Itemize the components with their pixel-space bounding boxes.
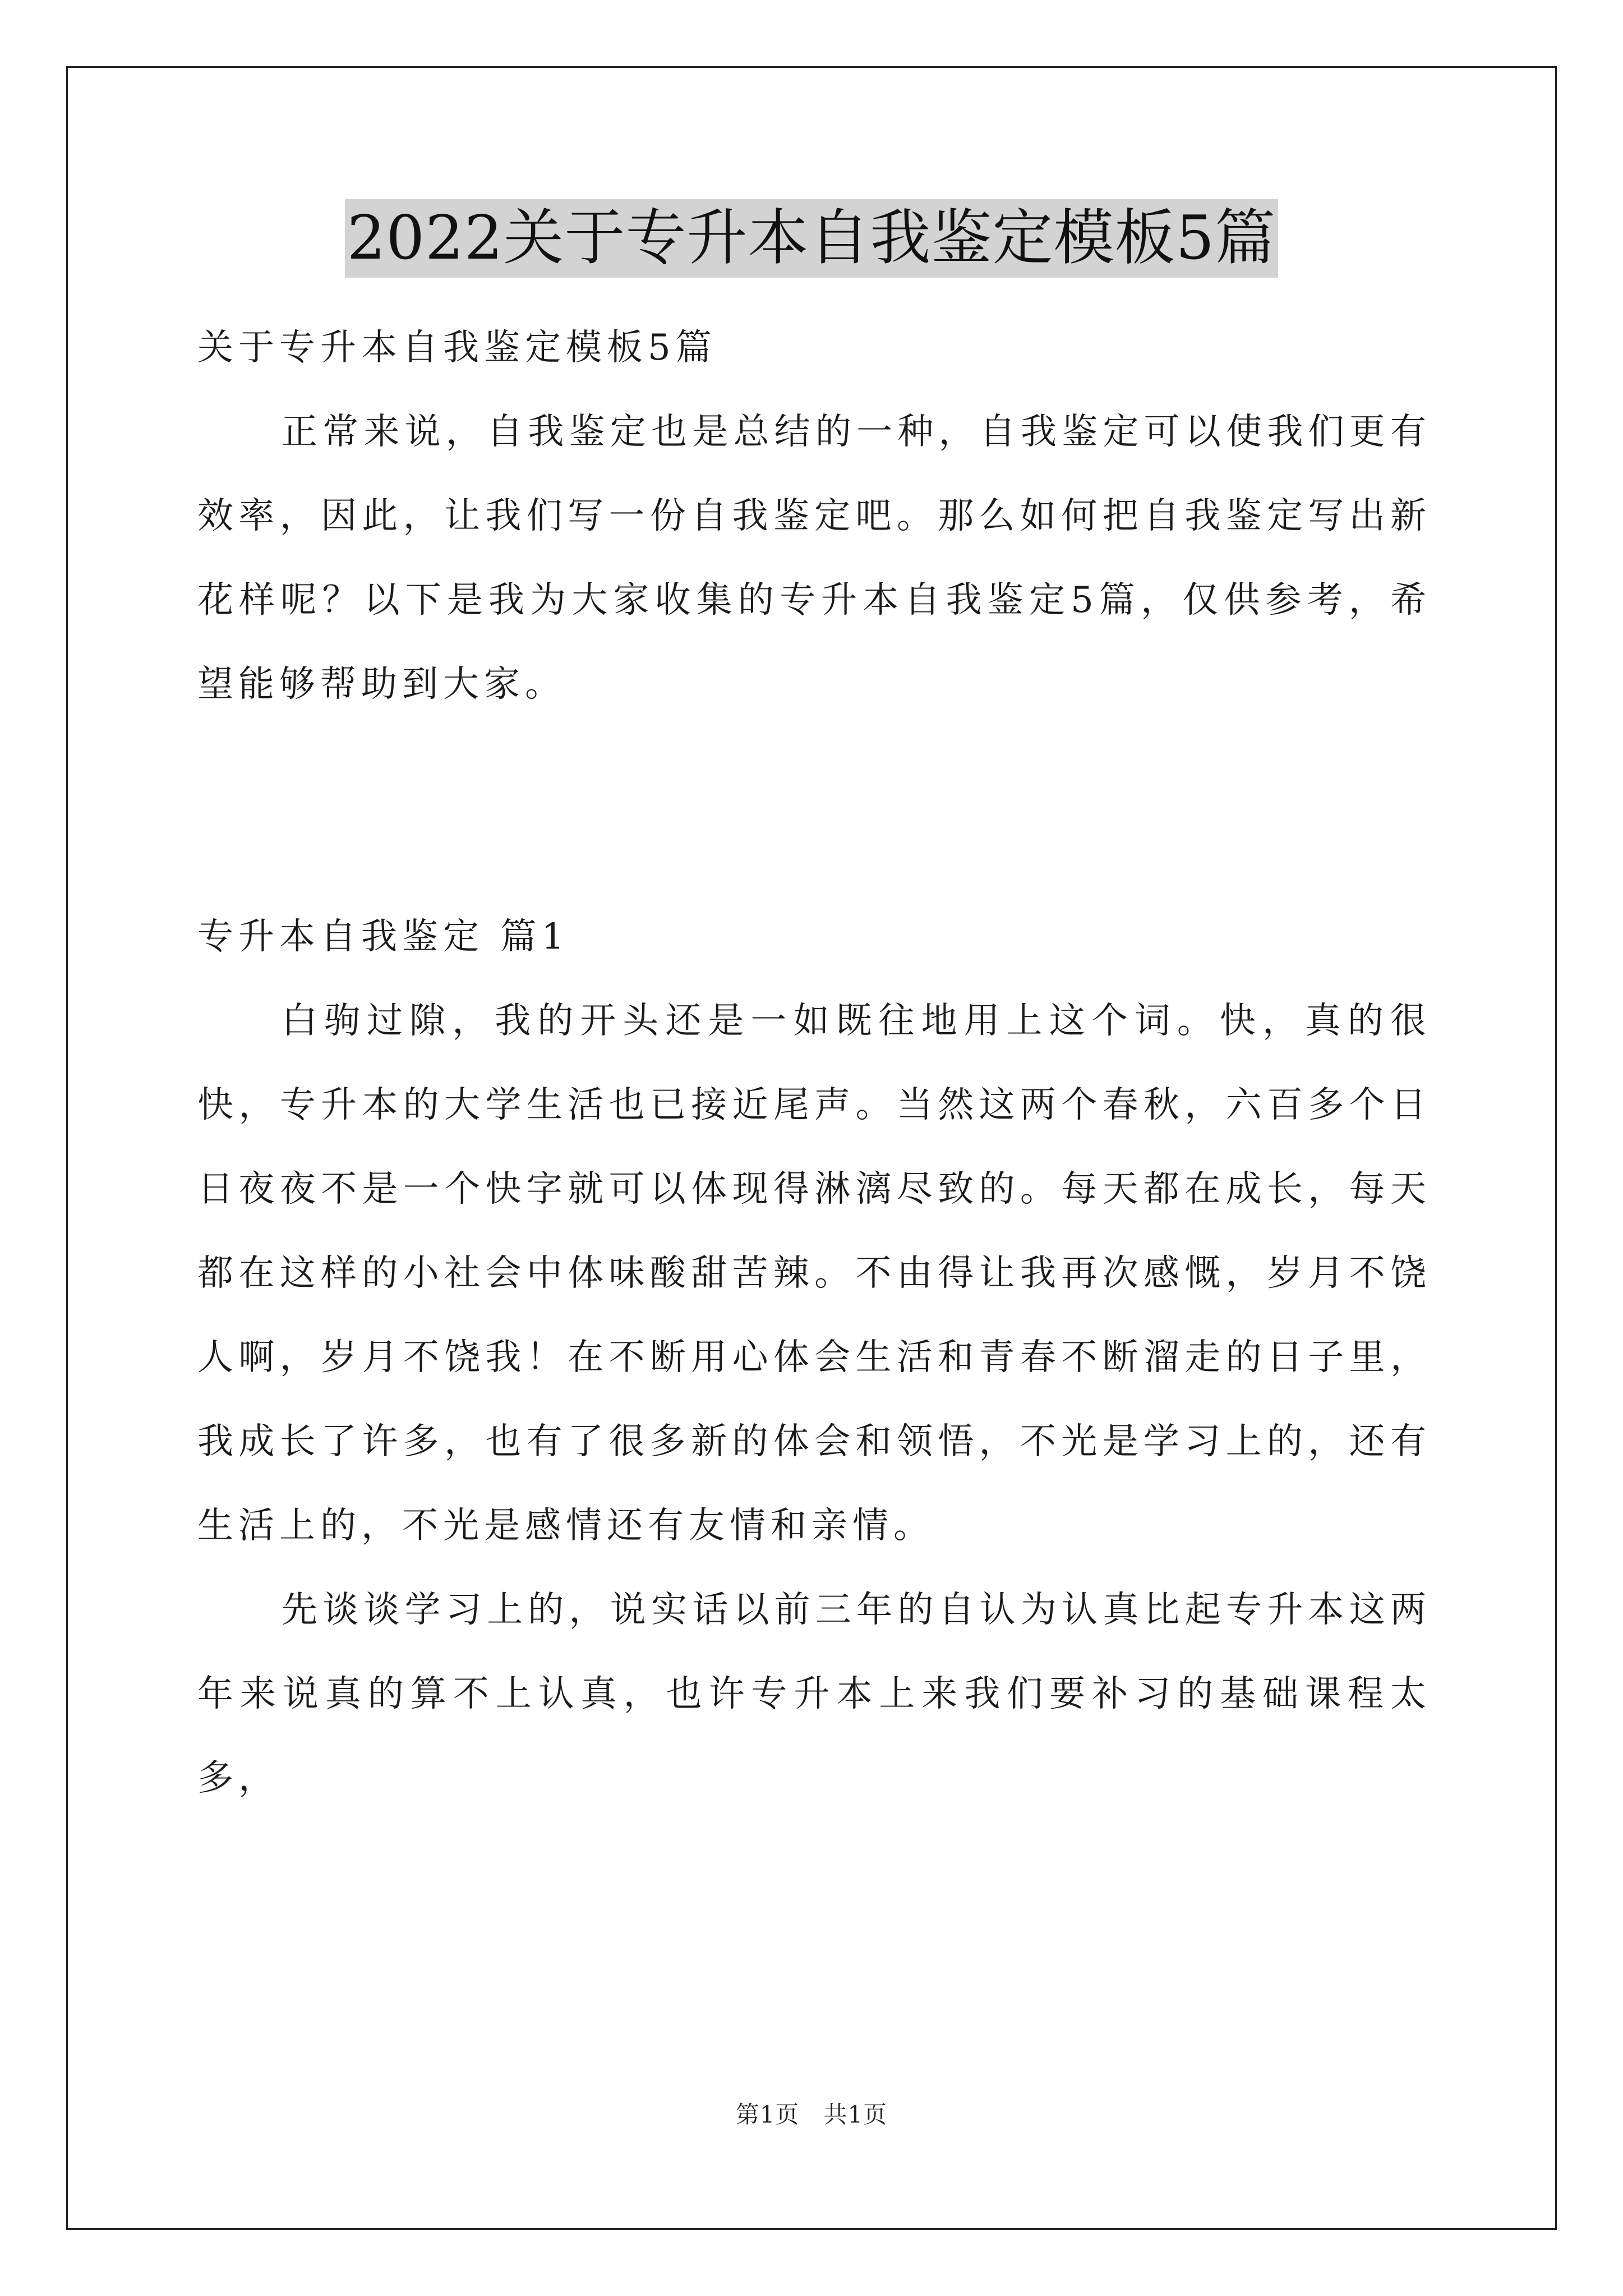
section-heading: 专升本自我鉴定 篇1 (197, 916, 570, 958)
blank-space (197, 726, 1431, 895)
document-subtitle: 关于专升本自我鉴定模板5篇 (197, 327, 717, 369)
body-paragraph: 白驹过隙，我的开头还是一如既往地用上这个词。快，真的很快，专升本的大学生活也已接近尾声。当然这两个春秋，六百多个日日夜夜不是一个快字就可以体现得淋漓尽致的。每天都在成长，每天都在这样的小社会中体味酸甜苦辣。不由得让我再次感慨，岁月不饶人啊，岁月不饶我！在不断用心体会生活和青春不断溜走的日子里，我成长了许多，也有了很多新的体会和领悟，不光是学习上的，还有生活上的，不光是感情还有友情和亲情。 (197, 1000, 1431, 1547)
page-number: 第1页 共1页 (735, 2101, 888, 2128)
title-container (0, 199, 1623, 278)
body-paragraph: 先谈谈学习上的，说实话以前三年的自认为认真比起专升本这两年来说真的算不上认真，也许专升本上来我们要补习的基础课程太多， (197, 1589, 1431, 1799)
document-title: 2022关于专升本自我鉴定模板5篇 (345, 199, 1279, 278)
document-body (197, 306, 1431, 1820)
intro-paragraph: 正常来说，自我鉴定也是总结的一种，自我鉴定可以使我们更有效率，因此，让我们写一份自我鉴定吧。那么如何把自我鉴定写出新花样呢？以下是我为大家收集的专升本自我鉴定5篇，仅供参考，希望能够帮助到大家。 (197, 411, 1431, 705)
